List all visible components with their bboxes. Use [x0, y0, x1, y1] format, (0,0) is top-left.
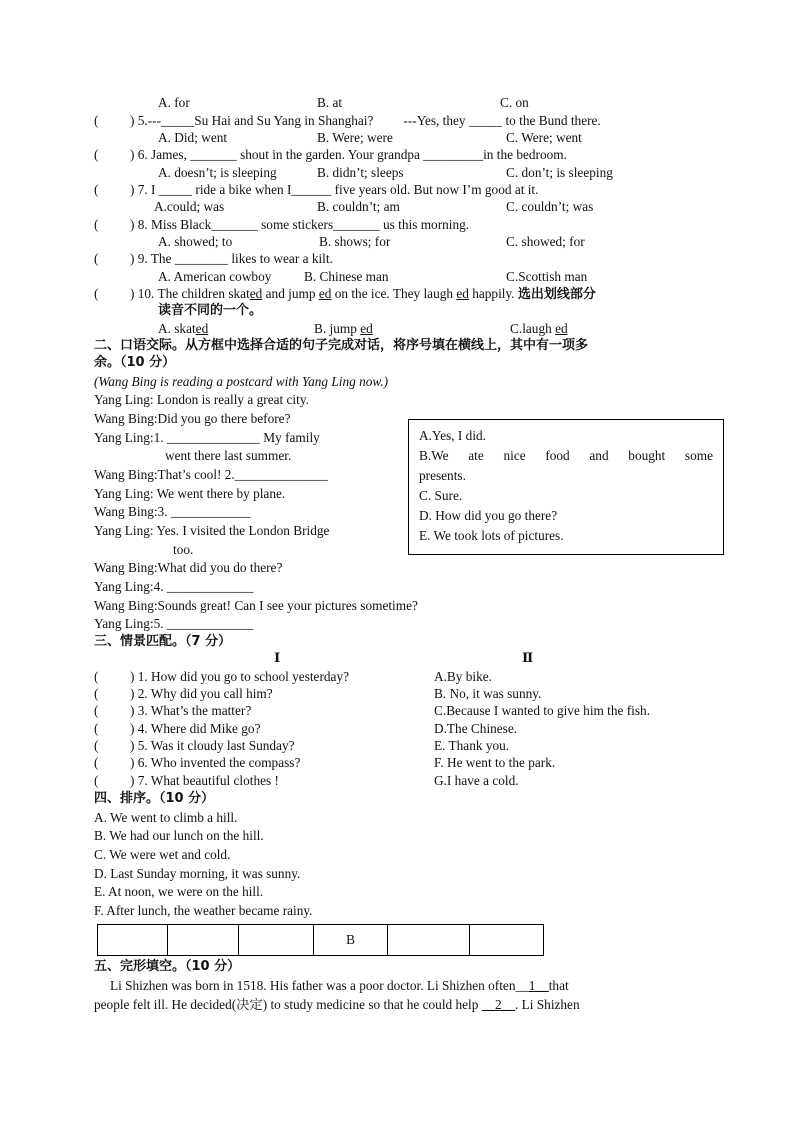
dialogue-line: Yang Ling: London is really a great city. [94, 392, 309, 407]
match-question: ) 2. Why did you call him? [130, 686, 273, 701]
paren: ( [94, 251, 99, 266]
order-item: B. We had our lunch on the hill. [94, 828, 264, 843]
order-item: D. Last Sunday morning, it was sunny. [94, 866, 301, 881]
order-item: A. We went to climb a hill. [94, 810, 238, 825]
q6-option-a: A. doesn’t; is sleeping [158, 165, 277, 180]
q5-option-a: A. Did; went [158, 130, 228, 145]
section-2-title-cont: 余。（10 分） [94, 355, 176, 370]
section-4-title: 四、排序。（10 分） [94, 791, 215, 806]
match-answer: E. Thank you. [434, 738, 510, 753]
match-question: ) 3. What’s the matter? [130, 703, 252, 718]
column-1-header: Ⅰ [274, 651, 281, 666]
box-option: A.Yes, I did. [419, 428, 486, 443]
question-8: ) 8. Miss Black_______ some stickers_______ us this morning. [130, 217, 470, 232]
section-5-title: 五、完形填空。（10 分） [94, 959, 241, 974]
order-cell[interactable]: B [314, 925, 387, 956]
dialogue-line: Wang Bing:3. ____________ [94, 504, 251, 519]
match-answer: C.Because I wanted to give him the fish. [434, 703, 651, 718]
q7-option-c: C. couldn’t; was [506, 199, 594, 214]
paren: ( [94, 755, 99, 770]
dialogue-line: Yang Ling:1. ______________ My family [94, 430, 320, 445]
match-question: ) 5. Was it cloudy last Sunday? [130, 738, 295, 753]
cloze-line: Li Shizhen was born in 1518. His father was a poor doctor. Li Shizhen often__1__that [110, 978, 569, 993]
box-option: E. We took lots of pictures. [419, 528, 564, 543]
paren: ( [94, 286, 99, 301]
box-option: presents. [419, 468, 466, 483]
match-answer: B. No, it was sunny. [434, 686, 542, 701]
order-cell[interactable] [387, 925, 469, 956]
q8-option-a: A. showed; to [158, 234, 233, 249]
q4-option-a: A. for [158, 95, 190, 110]
box-option: D. How did you go there? [419, 508, 558, 523]
order-cell[interactable] [469, 925, 543, 956]
answer-options-box [408, 419, 724, 555]
q10-option-c: C.laugh ed [510, 321, 568, 336]
paren: ( [94, 686, 99, 701]
q5-option-c: C. Were; went [506, 130, 582, 145]
section-3-title: 三、情景匹配。（7 分） [94, 634, 232, 649]
q5-option-b: B. Were; were [317, 130, 393, 145]
dialogue-line: Yang Ling: We went there by plane. [94, 486, 286, 501]
question-7: ) 7. I _____ ride a bike when I______ five years old. But now I’m good at it. [130, 182, 539, 197]
order-cell[interactable] [98, 925, 168, 956]
q6-option-c: C. don’t; is sleeping [506, 165, 613, 180]
match-question: ) 4. Where did Mike go? [130, 721, 261, 736]
q9-option-a: A. American cowboy [158, 269, 272, 284]
match-answer: D.The Chinese. [434, 721, 518, 736]
q4-option-b: B. at [317, 95, 343, 110]
dialogue-line: Wang Bing:Sounds great! Can I see your pictures sometime? [94, 598, 418, 613]
dialogue-intro: (Wang Bing is reading a postcard with Yang Ling now.) [94, 374, 389, 389]
match-question: ) 7. What beautiful clothes ! [130, 773, 279, 788]
paren: ( [94, 182, 99, 197]
order-item: F. After lunch, the weather became rainy. [94, 903, 313, 918]
order-item: C. We were wet and cold. [94, 847, 231, 862]
q6-option-b: B. didn’t; sleeps [317, 165, 404, 180]
question-10: ) 10. The children skated and jump ed on the ice. They laugh ed happily. 选出划线部分 [130, 286, 596, 302]
q8-option-c: C. showed; for [506, 234, 585, 249]
dialogue-line: Yang Ling: Yes. I visited the London Bridge [94, 523, 330, 538]
order-answer-table [97, 924, 544, 956]
dialogue-line: Wang Bing:What did you do there? [94, 560, 283, 575]
q7-option-b: B. couldn’t; am [317, 199, 400, 214]
dialogue-line: Yang Ling:5. _____________ [94, 616, 254, 631]
question-6: ) 6. James, _______ shout in the garden. Your grandpa _________in the bedroom. [130, 147, 567, 162]
column-2-header: Ⅱ [522, 651, 534, 666]
match-answer: A.By bike. [434, 669, 492, 684]
dialogue-line: Wang Bing:That’s cool! 2.______________ [94, 467, 328, 482]
paren: ( [94, 738, 99, 753]
match-answer: G.I have a cold. [434, 773, 519, 788]
cloze-line: people felt ill. He decided(决定) to study medicine so that he could help __2__. Li Shizhen [94, 997, 580, 1012]
q7-option-a: A.could; was [154, 199, 225, 214]
dialogue-line: Wang Bing:Did you go there before? [94, 411, 291, 426]
question-9: ) 9. The ________ likes to wear a kilt. [130, 251, 333, 266]
dialogue-line: too. [173, 542, 194, 557]
match-answer: F. He went to the park. [434, 755, 556, 770]
order-item: E. At noon, we were on the hill. [94, 884, 264, 899]
question-10-cont: 读音不同的一个。 [158, 303, 263, 318]
paren: ( [94, 113, 99, 128]
match-question: ) 6. Who invented the compass? [130, 755, 301, 770]
box-option: C. Sure. [419, 488, 463, 503]
question-5: ) 5.---_____Su Hai and Su Yang in Shanghai? ---Yes, they _____ to the Bund there. [130, 113, 601, 128]
dialogue-line: Yang Ling:4. _____________ [94, 579, 254, 594]
section-2-title: 二、口语交际。从方框中选择合适的句子完成对话，将序号填在横线上，其中有一项多 [94, 338, 589, 353]
paren: ( [94, 703, 99, 718]
paren: ( [94, 217, 99, 232]
q10-option-a: A. skated [158, 321, 209, 336]
paren: ( [94, 721, 99, 736]
q8-option-b: B. shows; for [319, 234, 391, 249]
q9-option-b: B. Chinese man [304, 269, 389, 284]
match-question: ) 1. How did you go to school yesterday? [130, 669, 349, 684]
box-option: B.We ate nice food and bought some [419, 448, 713, 463]
order-cell[interactable] [168, 925, 239, 956]
q4-option-c: C. on [500, 95, 529, 110]
dialogue-line: went there last summer. [165, 448, 292, 463]
order-cell[interactable] [239, 925, 314, 956]
q10-option-b: B. jump ed [314, 321, 373, 336]
paren: ( [94, 147, 99, 162]
q9-option-c: C.Scottish man [506, 269, 588, 284]
paren: ( [94, 669, 99, 684]
paren: ( [94, 773, 99, 788]
